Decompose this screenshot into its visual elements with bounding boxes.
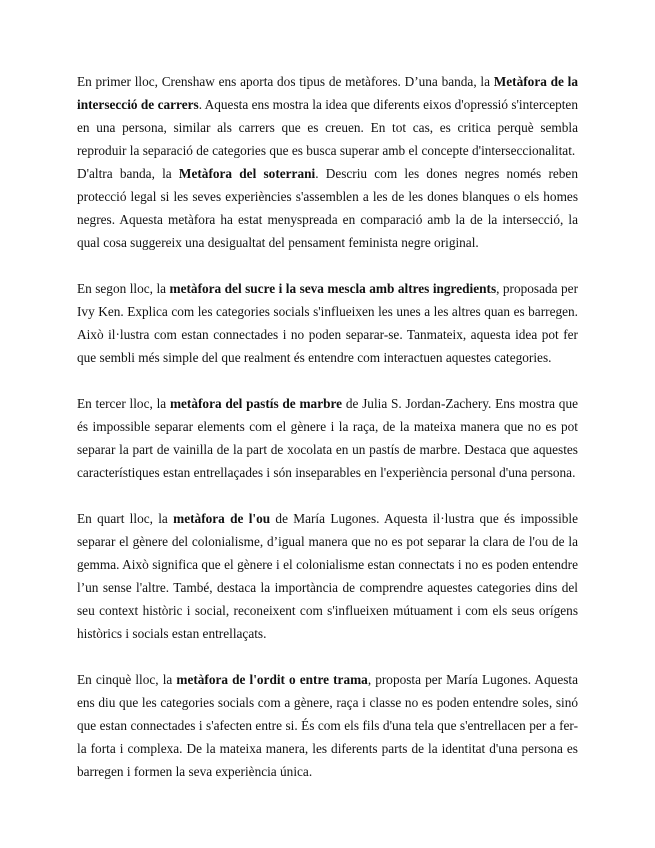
paragraph-sugar-metaphor <box>77 277 578 369</box>
bold-term: metàfora de l'ordit o entre trama <box>176 672 368 687</box>
text-segment: de María Lugones. Aquesta il·lustra que és impossible separar el gènere del colonialisme, d’igual manera que no es pot separar la clara de l'ou de la gemma. Això significa que el gènere i el colonialisme estan connectats i no es poden entendre l’un sense l'altre. També, destaca la importància de comprendre aquestes categories dins del seu context històric i social, reconeixent com s'influeixen mútuament i com els seus orígens històrics i socials estan entrellaçats. <box>77 511 579 641</box>
text-segment: En quart lloc, la <box>77 511 174 526</box>
paragraph-crenshaw-basement <box>77 162 578 254</box>
text-segment: D'altra banda, la <box>77 166 179 181</box>
bold-term: metàfora del sucre i la seva mescla amb altres ingredients <box>169 281 497 296</box>
text-segment: En cinquè lloc, la <box>77 672 177 687</box>
bold-term: metàfora de l'ou <box>173 511 271 526</box>
paragraph-egg-metaphor <box>77 507 578 645</box>
text-segment: . Aquesta ens mostra la idea que diferents eixos d'opressió s'intercepten en una persona, similar als carrers que es creuen. En tot cas, es critica perquè sembla reproduir la separació de categories que es busca superar amb el concepte d'interseccionalitat. <box>77 97 578 158</box>
bold-term: Metàfora del soterrani <box>178 166 316 181</box>
text-segment: . Descriu com les dones negres només reben protecció legal si les seves experiències s'assemblen a les de les dones blanques o els homes negres. Aquesta metàfora ha estat menyspreada en comparació amb la de la intersecció, la qual cosa suggereix una desigualtat del pensament feminista negre original. <box>77 166 578 250</box>
text-segment: En segon lloc, la <box>77 281 170 296</box>
bold-term: metàfora del pastís de marbre <box>169 396 343 411</box>
text-segment: , proposada per Ivy Ken. Explica com les categories socials s'influeixen les unes a les altres quan es barregen. Això il·lustra com estan connectades i no poden separar-se. Tanmateix, aquesta idea pot fer que sembli més simple del que realment és entendre com interactuen aquestes categories. <box>77 281 579 365</box>
document-body <box>77 70 578 783</box>
text-segment: , proposta per María Lugones. Aquesta ens diu que les categories socials com a gènere, raça i classe no es poden entendre soles, sinó que estan connectades i s'afecten entre si. És com els fils d'una tela que s'entrellacen per a fer-la forta i complexa. De la mateixa manera, les diferents parts de la identitat d'una persona es barregen i formen la seva experiència única. <box>77 672 578 779</box>
text-segment: En primer lloc, Crenshaw ens aporta dos tipus de metàfores. D’una banda, la <box>77 74 494 89</box>
paragraph-crenshaw-intersection <box>77 70 578 162</box>
paragraph-marble-cake-metaphor <box>77 392 578 484</box>
text-segment: de Julia S. Jordan-Zachery. Ens mostra que és impossible separar elements com el gènere i la raça, de la mateixa manera que no es pot separar la part de vainilla de la part de xocolata en un pastís de marbre. Destaca que aquestes característiques estan entrellaçades i són inseparables en l'experiència personal d'una persona. <box>77 396 578 480</box>
text-segment: En tercer lloc, la <box>77 396 170 411</box>
bold-term: Metàfora de la intersecció de carrers <box>77 74 578 112</box>
paragraph-weave-metaphor <box>77 668 578 783</box>
